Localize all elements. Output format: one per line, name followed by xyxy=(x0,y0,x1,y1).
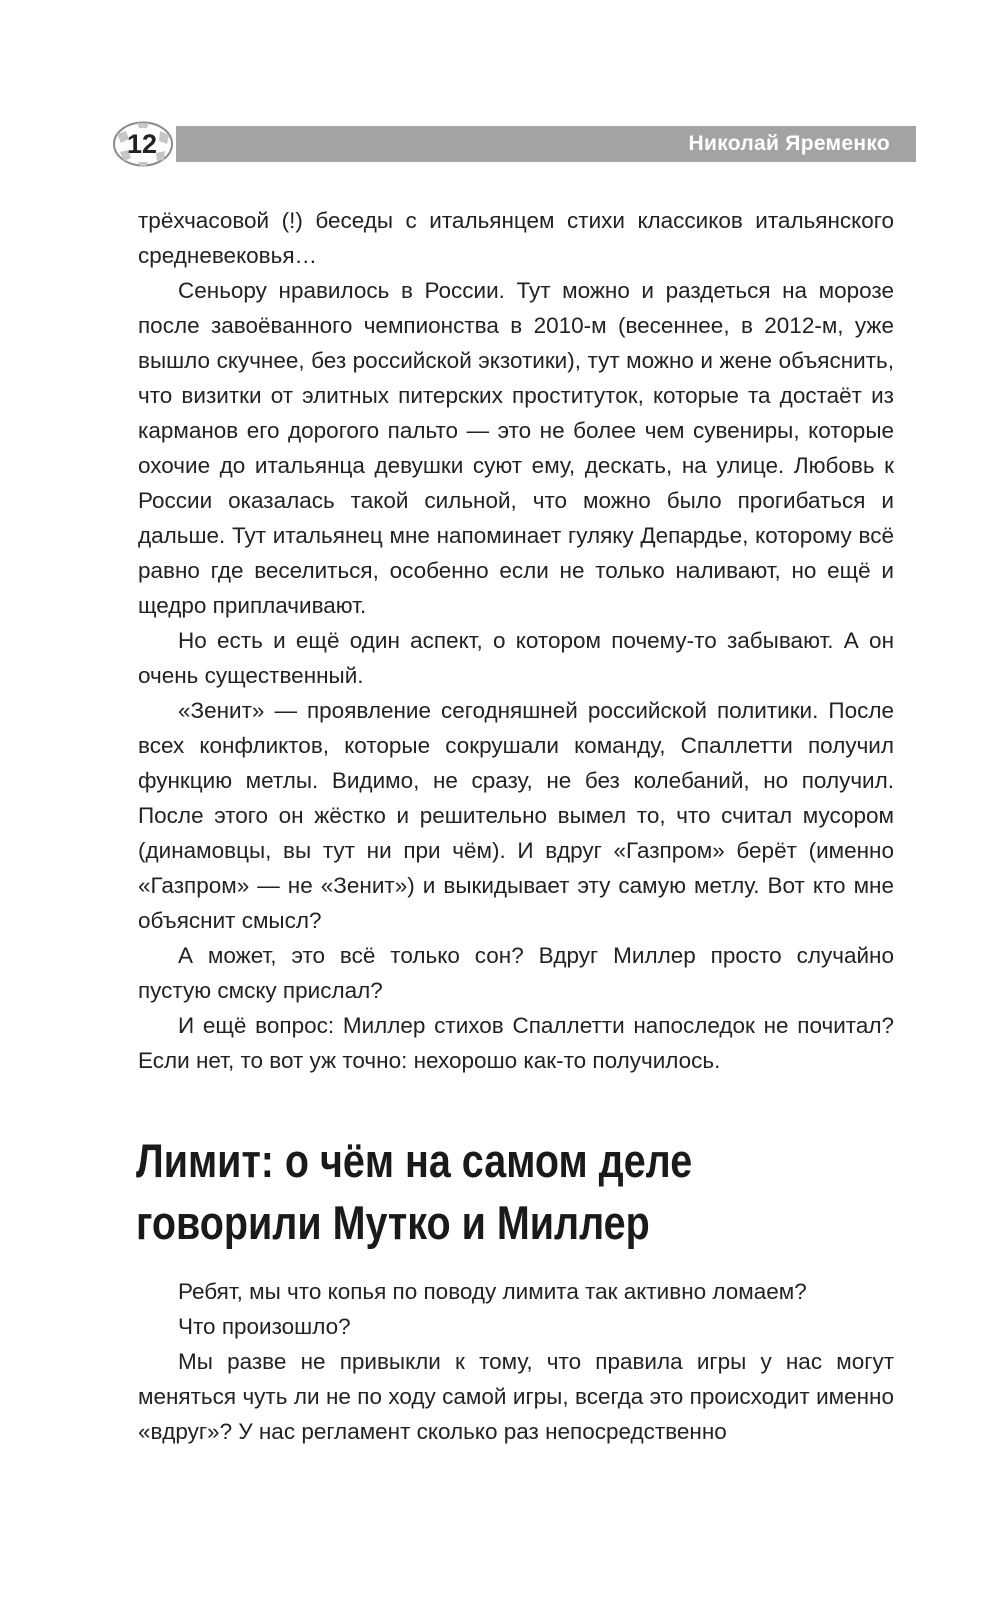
running-header xyxy=(112,121,916,169)
paragraph: И ещё вопрос: Миллер стихов Спаллетти напоследок не почитал? Если нет, то вот уж точно: нехорошо как-то получилось. xyxy=(138,1013,894,1073)
header-author: Николай Яременко xyxy=(688,132,890,155)
paragraph: Сеньору нравилось в России. Тут можно и раздеться на морозе после завоёванного чемпионства в 2010-м (весеннее, в 2012-м, уже вышло скучнее, без российской экзотики), тут можно и жене объяснить, что визитки от элитных питерских проституток, которые та достаёт из карманов его дорогого пальто — это не более чем сувениры, которые охочие до итальянца девушки суют ему, дескать, на улице. Любовь к России оказалась такой сильной, что можно было прогибаться и дальше. Тут итальянец мне напоминает гуляку Депардье, которому всё равно где веселиться, особенно если не только наливают, но ещё и щедро приплачивают. xyxy=(138,278,894,618)
paragraph: А может, это всё только сон? Вдруг Миллер просто случайно пустую смску прислал? xyxy=(138,943,894,1003)
paragraph: Но есть и ещё один аспект, о котором почему-то забывают. А он очень существенный. xyxy=(138,628,894,688)
body-text-bottom xyxy=(138,1274,894,1449)
body-text-top xyxy=(138,203,894,1078)
paragraph: трёхчасовой (!) беседы с итальянцем стихи классиков итальянского средневековья… xyxy=(138,208,894,268)
paragraph: Мы разве не привыкли к тому, что правила игры у нас могут меняться чуть ли не по ходу самой игры, всегда это происходит именно «вдруг»? У нас регламент сколько раз непосредственно xyxy=(138,1349,894,1444)
page-number: 12 xyxy=(126,129,158,159)
header-bar xyxy=(176,126,916,162)
chapter-title-line: говорили Мутко и Миллер xyxy=(136,1196,650,1249)
paragraph: Что произошло? xyxy=(178,1314,351,1339)
page-number-badge xyxy=(112,121,174,167)
chapter-title-line: Лимит: о чём на самом деле xyxy=(136,1134,693,1187)
chapter-title xyxy=(136,1130,774,1254)
paragraph: Ребят, мы что копья по поводу лимита так активно ломаем? xyxy=(178,1279,807,1304)
paragraph: «Зенит» — проявление сегодняшней российской политики. После всех конфликтов, которые сокрушали команду, Спаллетти получил функцию метлы. Видимо, не сразу, не без колебаний, но получил. После этого он жёстко и решительно вымел то, что считал мусором (динамовцы, вы тут ни при чём). И вдруг «Газпром» берёт (именно «Газпром» — не «Зенит») и выкидывает эту самую метлу. Вот кто мне объяснит смысл? xyxy=(138,698,894,933)
